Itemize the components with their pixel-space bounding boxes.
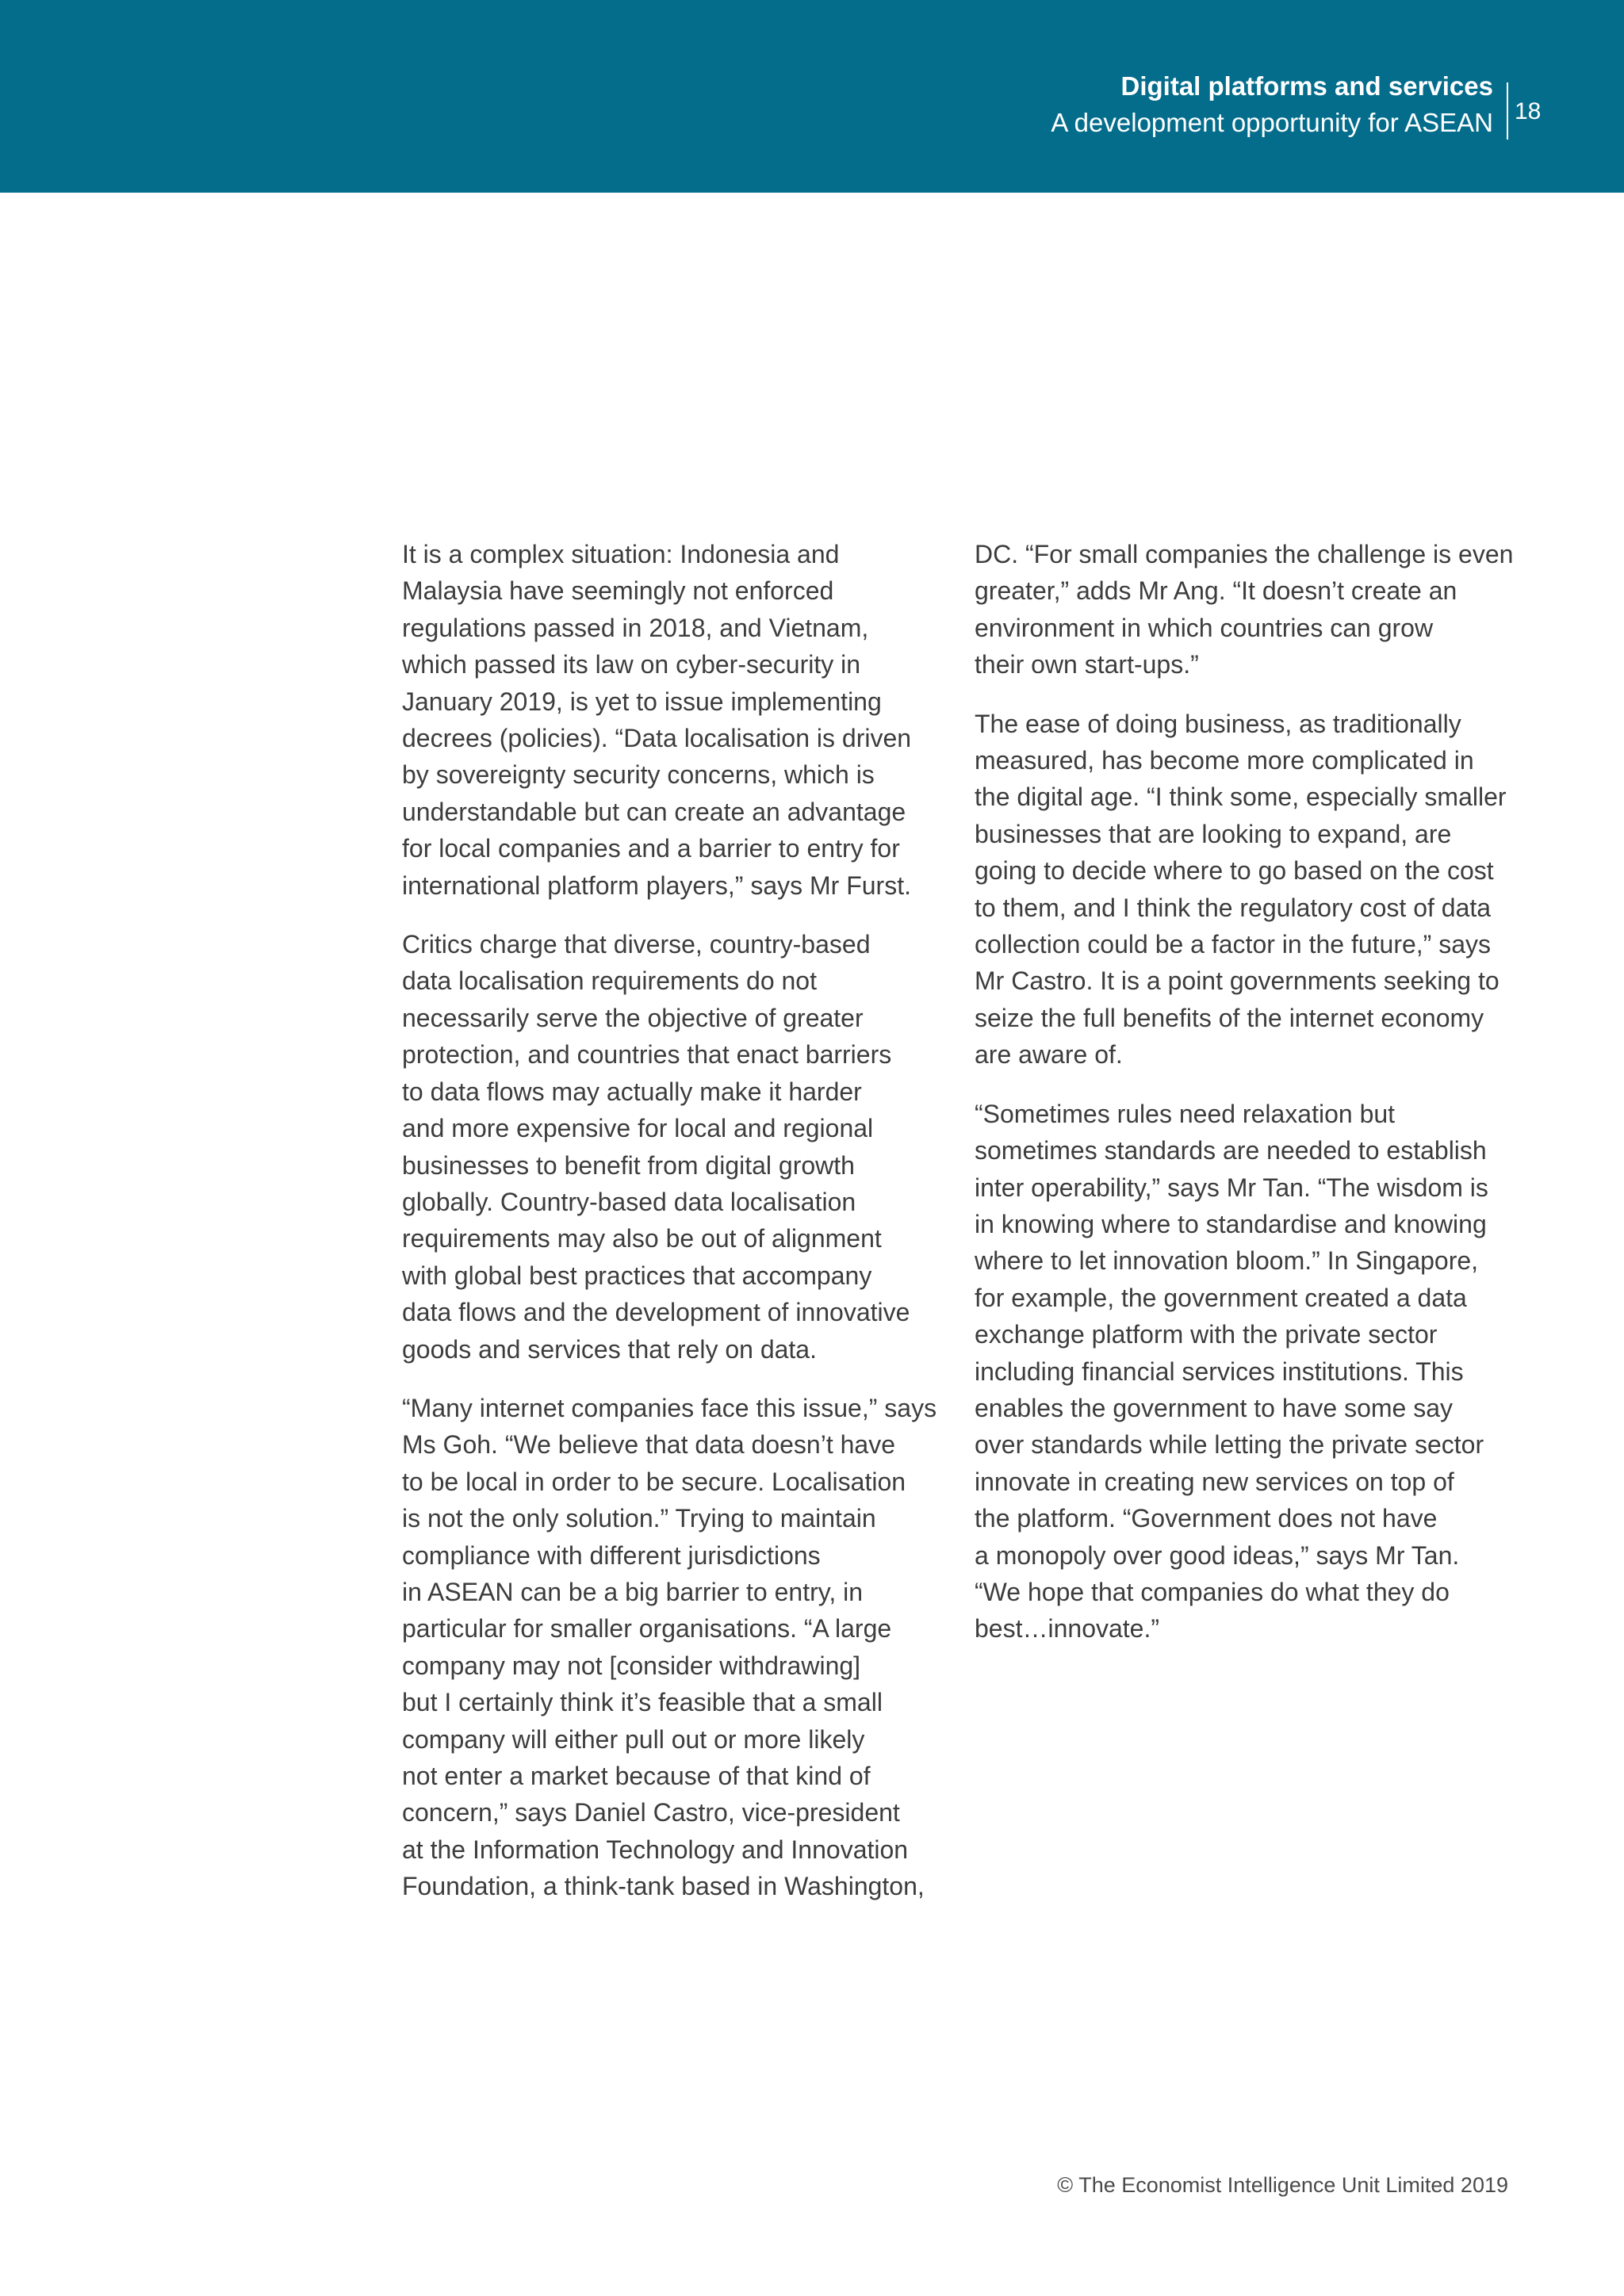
paragraph: It is a complex situation: Indonesia and Malaysia have seemingly not enforced regulations passed in 2018, and Vietnam, which passed its law on cyber-security in January 2019, is yet to issue implementing decrees (policies). “Data localisation is driven by sovereignty security concerns, which is understandable but can create an advantage for local companies and a barrier to entry for international platform players,” says Mr Furst. — [402, 540, 912, 900]
document-title: Digital platforms and services — [1120, 71, 1493, 101]
page-number: 18 — [1515, 98, 1542, 124]
paragraph: “Sometimes rules need relaxation but sometimes standards are needed to establish inter operability,” says Mr Tan. “The wisdom is in knowing where to standardise and knowing where to let innovation bloom.” In Singapore, for example, the government created a data exchange platform with the private sector including financial services institutions. This enables the government to have some say over standards while letting the private sector innovate in creating new services on top of the platform. “Government does not have a monopoly over good ideas,” says Mr Tan. “We hope that companies do what they do best…innovate.” — [975, 1099, 1488, 1644]
right-column — [975, 536, 1514, 1670]
document-subtitle: A development opportunity for ASEAN — [1051, 108, 1493, 137]
left-column — [402, 536, 941, 1927]
header-titles — [1051, 68, 1493, 141]
header-divider — [1507, 82, 1508, 140]
footer-copyright: © The Economist Intelligence Unit Limited 2019 — [1057, 2173, 1508, 2197]
paragraph: DC. “For small companies the challenge is even greater,” adds Mr Ang. “It doesn’t create an environment in which countries can grow their own start-ups.” — [975, 540, 1514, 679]
paragraph: “Many internet companies face this issue,” says Ms Goh. “We believe that data doesn’t have to be local in order to be secure. Localisation is not the only solution.” Trying to maintain compliance with different jurisdictions in ASEAN can be a big barrier to entry, in particular for smaller organisations. “A large company may not [consider withdrawing] but I certainly think it’s feasible that a small company will either pull out or more likely not enter a market because of that kind of concern,” says Daniel Castro, vice-president at the Information Technology and Innovation Foundation, a think-tank based in Washington, — [402, 1393, 937, 1901]
paragraph: Critics charge that diverse, country-based data localisation requirements do not necessarily serve the objective of greater protection, and countries that enact barriers to data flows may actually make it harder and more expensive for local and regional businesses to benefit from digital growth globally. Country-based data localisation requirements may also be out of alignment with global best practices that accompany data flows and the development of innovative goods and services that rely on data. — [402, 930, 910, 1364]
paragraph: The ease of doing business, as traditionally measured, has become more complicated in the digital age. “I think some, especially smaller businesses that are looking to expand, are going to decide where to go based on the cost to them, and I think the regulatory cost of data collection could be a factor in the future,” says Mr Castro. It is a point governments seeking to seize the full benefits of the internet economy are aware of. — [975, 709, 1507, 1070]
